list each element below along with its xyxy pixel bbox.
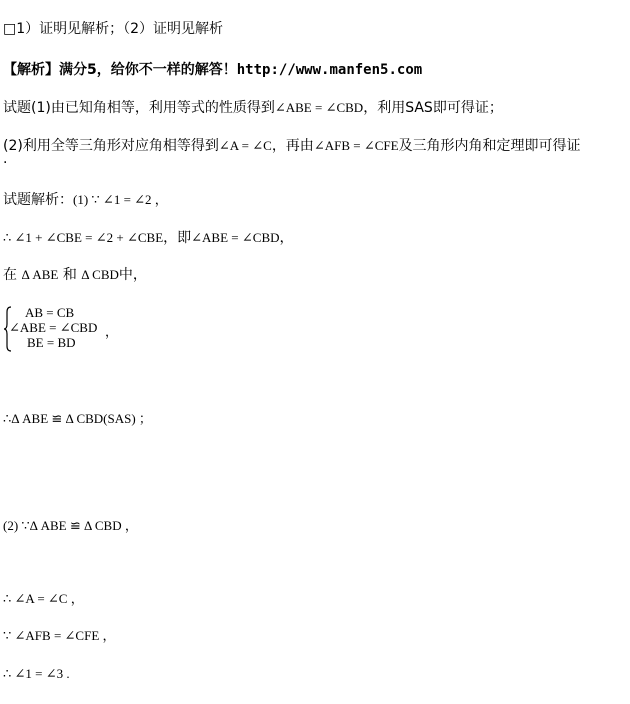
idea-1-line <box>3 99 503 117</box>
step-3-math-a: Δ ABE <box>21 267 59 282</box>
system-row-3: BE = BD <box>27 335 76 350</box>
step-3-text-b: 和 <box>62 267 77 283</box>
idea-1-math: ∠ABE = ∠CBD <box>274 100 364 115</box>
system-row-1: AB = CB <box>25 305 75 320</box>
idea-2-text-b: ，再由 <box>271 138 314 154</box>
idea-2-text-a: (2)利用全等三角形对应角相等得到 <box>3 138 219 154</box>
answer-line <box>3 20 223 38</box>
idea-2-dot: . <box>3 151 8 167</box>
solution-step-3 <box>3 266 147 284</box>
analysis-slogan: 满分5，给你不一样的解答！ <box>59 62 237 78</box>
solution-intro: 试题解析： <box>3 192 73 208</box>
analysis-tag: 【解析】 <box>3 62 59 78</box>
solution-step-2 <box>3 229 294 247</box>
step-2-math: ∴ ∠1 + ∠CBE = ∠2 + ∠CBE <box>3 230 164 245</box>
step-3-math-b: Δ CBD <box>81 267 119 282</box>
solution-step-4: ∴Δ ABE ≌ Δ CBD(SAS) ； <box>3 411 152 426</box>
solution-step-5: (2) ∵Δ ABE ≌ Δ CBD ， <box>3 518 138 533</box>
answer-text: 1）证明见解析；（2）证明见解析 <box>16 21 224 37</box>
system-tail: ， <box>105 324 119 339</box>
step-2-text: ，即 <box>163 230 192 246</box>
idea-2-line <box>3 137 581 155</box>
analysis-site: http://www.manfen5.com <box>236 62 423 78</box>
step-3-text-a: 在 <box>3 267 17 283</box>
idea-2-text-c: 及三角形内角和定理即可得证 <box>398 138 581 154</box>
solution-step-6: ∴ ∠A = ∠C ， <box>3 591 84 606</box>
solution-step-7: ∵ ∠AFB = ∠CFE ， <box>3 628 116 643</box>
answer-prefix-glyph: □ <box>3 21 17 37</box>
step-1-math: (1) ∵ ∠1 = ∠2 ， <box>73 192 168 207</box>
analysis-header <box>3 61 422 79</box>
equation-system <box>3 306 143 352</box>
step-3-text-c: 中， <box>118 267 147 283</box>
solution-step-1 <box>3 191 168 209</box>
solution-step-8: ∴ ∠1 = ∠3 . <box>3 666 70 681</box>
idea-2-math-a: ∠A = ∠C <box>218 138 272 153</box>
step-2-tail: ， <box>279 230 294 246</box>
system-row-2: ∠ABE = ∠CBD <box>9 320 98 335</box>
idea-1-text-b: ，利用SAS即可得证； <box>363 100 503 116</box>
idea-2-math-b: ∠AFB = ∠CFE <box>313 138 399 153</box>
step-2-math-b: ∠ABE = ∠CBD <box>191 230 280 245</box>
idea-1-text-a: 试题(1)由已知角相等，利用等式的性质得到 <box>3 100 275 116</box>
